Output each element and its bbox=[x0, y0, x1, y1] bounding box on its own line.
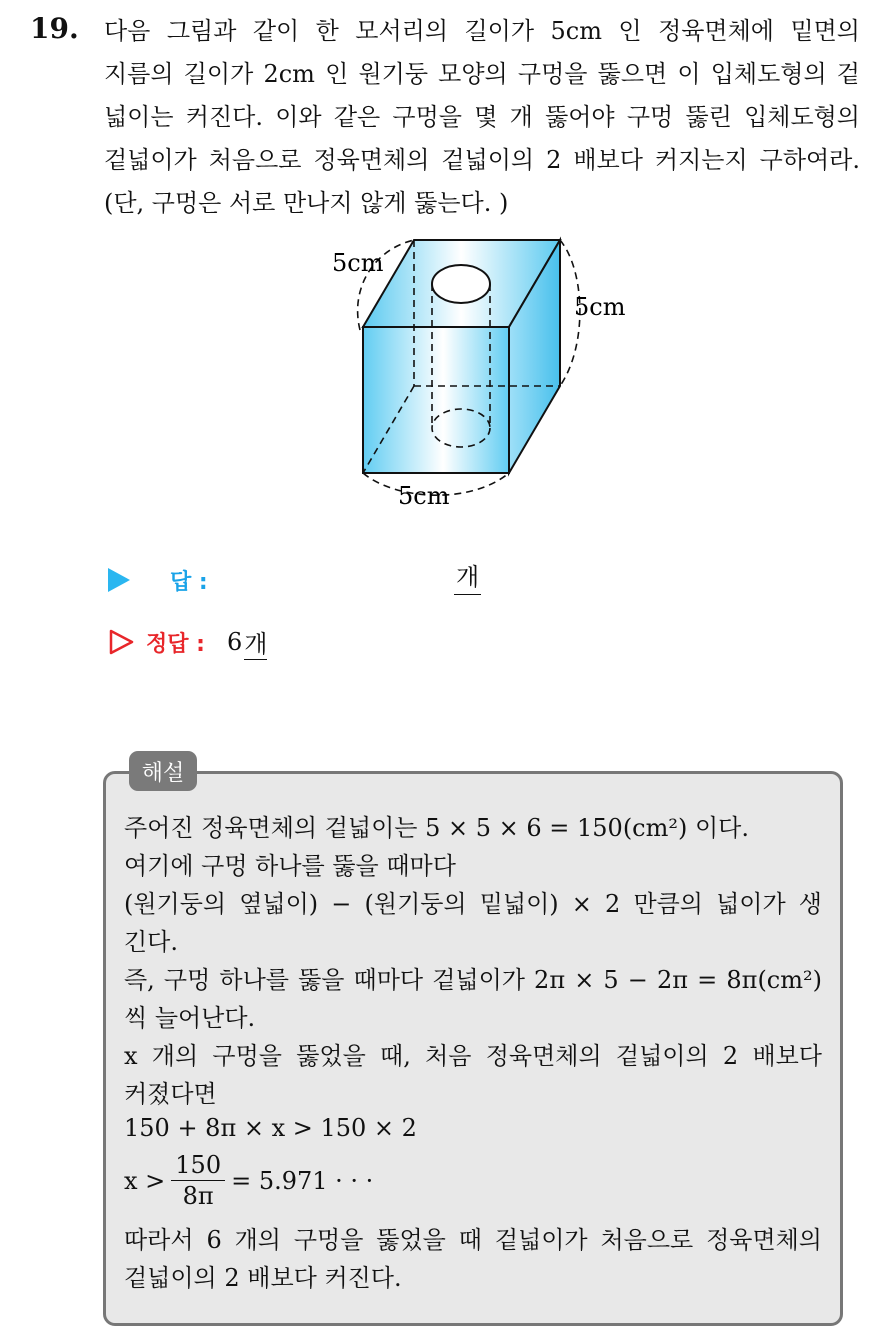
question-line: (단, 구멍은 서로 만나지 않게 뚫는다. ) bbox=[104, 189, 509, 217]
correct-label: 정답 : bbox=[146, 631, 205, 657]
fraction-numerator: 150 bbox=[171, 1150, 225, 1181]
label-right: 5cm bbox=[574, 293, 626, 321]
explanation-line: 여기에 구멍 하나를 뚫을 때마다 bbox=[124, 852, 456, 880]
label-bottom: 5cm bbox=[398, 482, 450, 510]
outline-play-icon bbox=[108, 629, 134, 655]
explanation-line: 즉, 구멍 하나를 뚫을 때마다 겉넓이가 2π × 5 − 2π = 8π(cm²) bbox=[124, 966, 822, 994]
question-line: 넓이는 커진다. 이와 같은 구멍을 몇 개 뚫어야 구멍 뚫린 입체도형의 bbox=[104, 103, 860, 131]
explanation-line: (원기둥의 옆넓이) − (원기둥의 밑넓이) × 2 만큼의 넓이가 생 bbox=[124, 890, 822, 918]
explanation-line: 긴다. bbox=[124, 928, 178, 956]
fraction-lhs: x > bbox=[124, 1166, 166, 1195]
explanation-line: 겉넓이의 2 배보다 커진다. bbox=[124, 1264, 402, 1292]
question-text bbox=[104, 10, 860, 225]
explanation-line: 커졌다면 bbox=[124, 1080, 217, 1108]
answer-row bbox=[108, 560, 480, 600]
correct-unit: 개 bbox=[244, 624, 267, 660]
question-line: 겉넓이가 처음으로 정육면체의 겉넓이의 2 배보다 커지는지 구하여라. bbox=[104, 146, 860, 174]
correct-value: 6 bbox=[226, 628, 243, 656]
cube-front-face bbox=[363, 327, 509, 473]
cube-with-hole-diagram bbox=[300, 228, 660, 528]
explanation-tag: 해설 bbox=[129, 751, 197, 791]
explanation-line: 씩 늘어난다. bbox=[124, 1004, 256, 1032]
explanation-line: 따라서 6 개의 구멍을 뚫었을 때 겉넓이가 처음으로 정육면체의 bbox=[124, 1226, 822, 1254]
question-line: 다음 그림과 같이 한 모서리의 길이가 5cm 인 정육면체에 밑면의 bbox=[104, 17, 860, 45]
question-number: 19. bbox=[30, 12, 79, 45]
explanation-equation: 150 + 8π × x > 150 × 2 bbox=[124, 1114, 417, 1142]
explanation-fraction-line bbox=[124, 1150, 822, 1211]
hole-top-ellipse bbox=[432, 265, 490, 303]
explanation-line: x 개의 구멍을 뚫었을 때, 처음 정육면체의 겉넓이의 2 배보다 bbox=[124, 1042, 822, 1070]
answer-unit: 개 bbox=[454, 560, 481, 595]
fraction-rhs: = 5.971 · · · bbox=[231, 1166, 374, 1195]
fraction-denominator: 8π bbox=[182, 1182, 214, 1210]
cube-figure bbox=[300, 228, 660, 528]
play-icon bbox=[108, 568, 130, 592]
correct-answer-row bbox=[108, 622, 267, 662]
question-line: 지름의 길이가 2cm 인 원기둥 모양의 구멍을 뚫으면 이 입체도형의 겉 bbox=[104, 60, 860, 88]
explanation-line: 주어진 정육면체의 겉넓이는 5 × 5 × 6 = 150(cm²) 이다. bbox=[124, 814, 749, 842]
label-top-left: 5cm bbox=[332, 249, 384, 277]
answer-label: 답 : bbox=[170, 569, 208, 595]
fraction bbox=[171, 1150, 225, 1211]
